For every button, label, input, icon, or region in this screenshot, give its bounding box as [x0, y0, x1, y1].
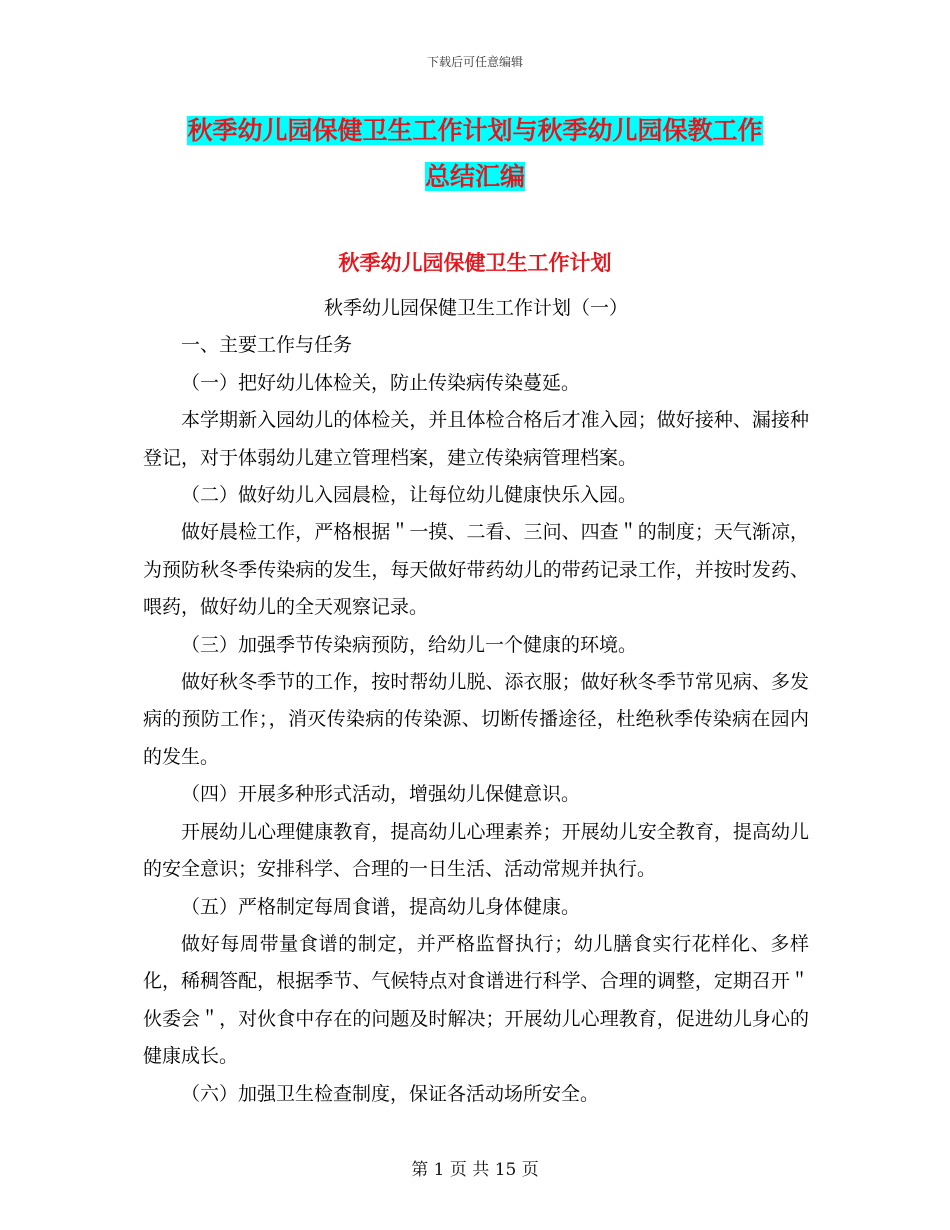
title-line-1: 秋季幼儿园保健卫生工作计划与秋季幼儿园保教工作: [187, 116, 763, 145]
paragraph: （一）把好幼儿体检关，防止传染病传染蔓延。: [181, 371, 581, 394]
paragraph: 开展幼儿心理健康教育，提高幼儿心理素养；开展幼儿安全教育，提高幼儿的安全意识；安排科学、合理的一日生活、活动常规并执行。: [143, 820, 809, 881]
paragraph: 一、主要工作与任务: [181, 334, 353, 357]
paragraph: （四）开展多种形式活动，增强幼儿保健意识。: [181, 783, 581, 806]
paragraph: （五）严格制定每周食谱，提高幼儿身体健康。: [181, 895, 581, 918]
paragraph: 做好秋冬季节的工作，按时帮幼儿脱、添衣服；做好秋冬季节常见病、多发病的预防工作；，消灭传染病的传染源、切断传播途径，杜绝秋季传染病在园内的发生。: [143, 671, 809, 768]
paragraph: 做好每周带量食谱的制定，并严格监督执行；幼儿膳食实行花样化、多样化，稀稠答配，根据季节、气候特点对食谱进行科学、合理的调整，定期召开＂伙委会＂，对伙食中存在的问题及时解决；开展幼儿心理教育，促进幼儿身心的健康成长。: [143, 932, 809, 1068]
document-body: [143, 290, 809, 1113]
paragraph: 本学期新入园幼儿的体检关，并且体检合格后才准入园；做好接种、漏接种登记，对于体弱幼儿建立管理档案，建立传染病管理档案。: [143, 409, 809, 469]
paragraph: 做好晨检工作，严格根据＂一摸、二看、三问、四查＂的制度；天气渐凉，为预防秋冬季传染病的发生，每天做好带药幼儿的带药记录工作，并按时发药、喂药，做好幼儿的全天观察记录。: [143, 521, 809, 619]
header-note: 下载后可任意编辑: [426, 55, 523, 69]
paragraph: （六）加强卫生检查制度，保证各活动场所安全。: [181, 1082, 600, 1105]
title-line-2: 总结汇编: [424, 162, 525, 191]
plan-subtitle: 秋季幼儿园保健卫生工作计划（一）: [323, 297, 628, 319]
section-title: 秋季幼儿园保健卫生工作计划: [338, 251, 612, 275]
document-title: [140, 108, 810, 200]
paragraph: （二）做好幼儿入园晨检，让每位幼儿健康快乐入园。: [181, 484, 638, 507]
paragraph: （三）加强季节传染病预防，给幼儿一个健康的环境。: [181, 633, 638, 656]
page-number: 第 1 页 共 15 页: [411, 1160, 539, 1180]
